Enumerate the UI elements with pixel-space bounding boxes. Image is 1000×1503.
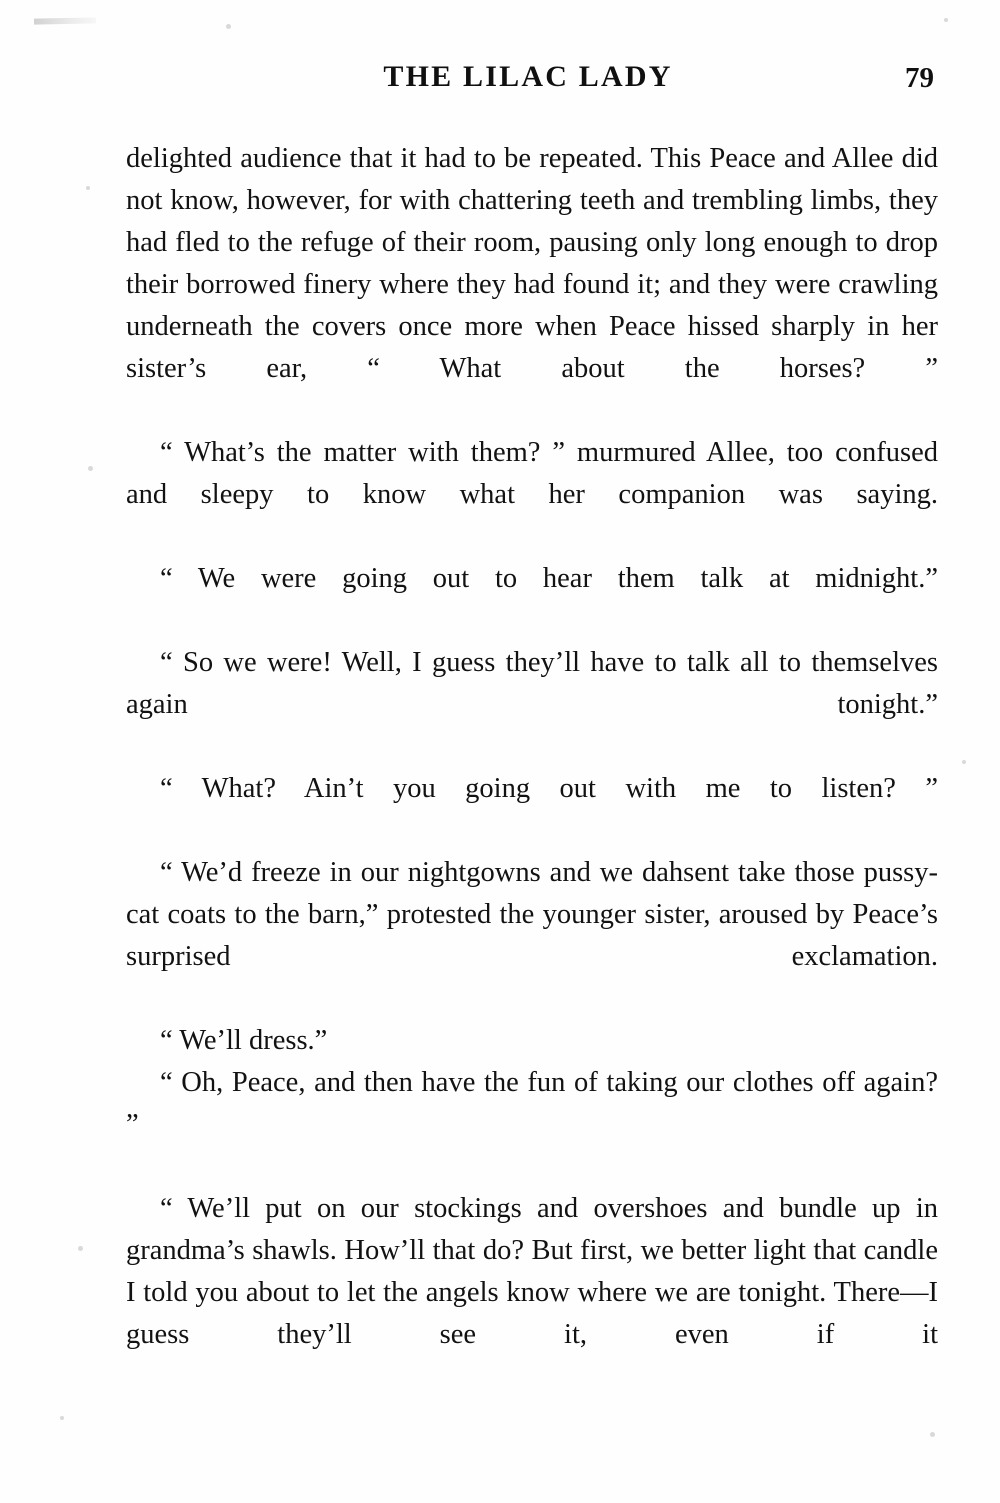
scan-speck bbox=[226, 24, 231, 29]
scan-speck bbox=[930, 1432, 935, 1437]
paragraph: “ What’s the matter with them? ” murmured Allee, too confused and sleepy to know what her companion was saying. bbox=[126, 437, 938, 510]
paragraph: “ We’ll put on our stockings and overshoes and bundle up in grandma’s shawls. How’ll that do? But first, we better light that candle I told you about to let the angels know where we are tonight. There—I guess they’ll see it, even if it bbox=[126, 1193, 938, 1350]
running-head-title: THE LILAC LADY bbox=[383, 60, 673, 93]
scan-speck bbox=[86, 186, 90, 190]
paragraph: “ We were going out to hear them talk at midnight.” bbox=[160, 563, 938, 594]
paragraph: “ So we were! Well, I guess they’ll have to talk all to themselves again tonight.” bbox=[126, 647, 938, 720]
scan-speck bbox=[962, 760, 966, 764]
paragraph: “ We’ll dress.” bbox=[160, 1025, 328, 1056]
paragraph: delighted audience that it had to be repeated. This Peace and Allee did not know, however, for with chattering teeth and trembling limbs, they had fled to the refuge of their room, pausing only long enough to drop their borrowed finery where they had found it; and they were crawling underneath the covers once more when Peace hissed sharply in her sister’s ear, “ What about the horses? ” bbox=[126, 143, 938, 384]
paragraph: “ We’d freeze in our nightgowns and we dahsent take those pussy-cat coats to the barn,” protested the younger sister, aroused by Peace’s surprised exclamation. bbox=[126, 857, 938, 972]
scan-speck bbox=[88, 466, 93, 471]
page-number: 79 bbox=[905, 62, 934, 94]
scan-speck bbox=[60, 1416, 64, 1420]
scan-speck bbox=[78, 1246, 83, 1251]
scan-edge-artifact bbox=[34, 17, 96, 24]
page-header bbox=[128, 60, 934, 102]
paragraph: “ What? Ain’t you going out with me to listen? ” bbox=[160, 773, 938, 804]
scan-speck bbox=[944, 18, 948, 22]
paragraph: “ Oh, Peace, and then have the fun of taking our clothes off again? ” bbox=[126, 1067, 938, 1140]
page-body bbox=[126, 138, 938, 1398]
